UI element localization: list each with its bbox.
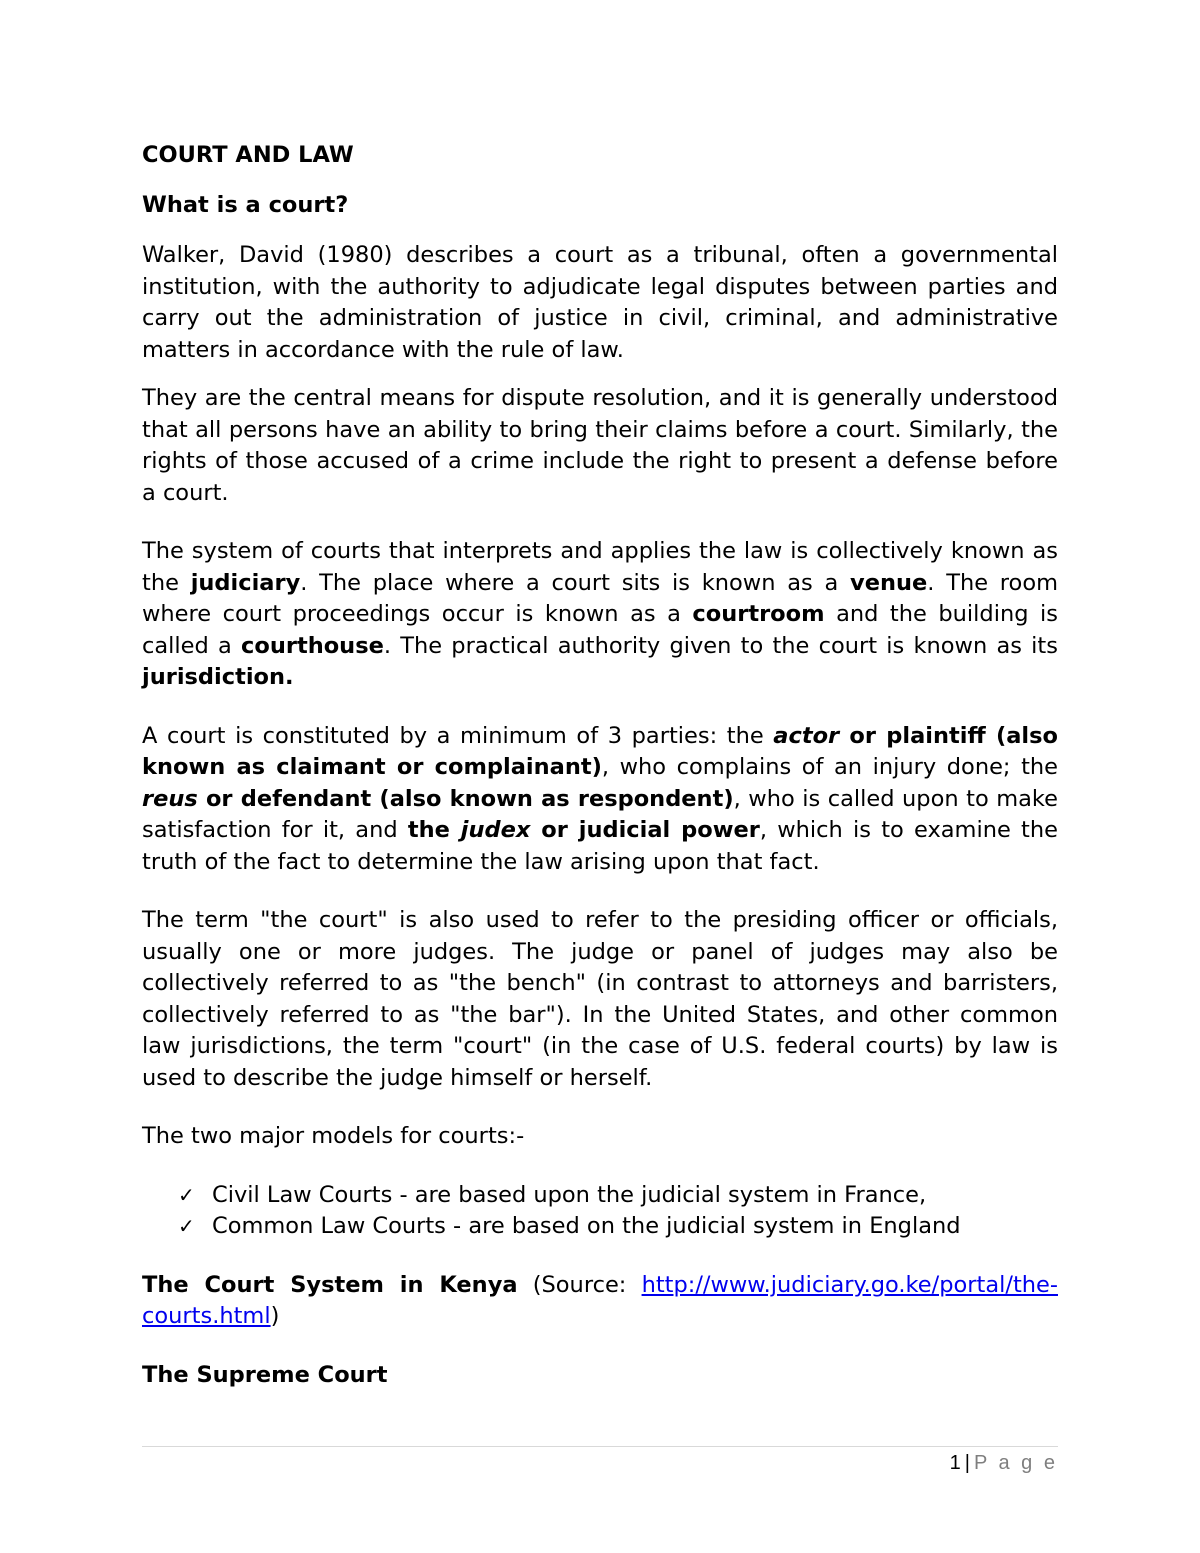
page-label: P a g e xyxy=(973,1452,1058,1474)
text-run: , who complains of an injury done; the xyxy=(601,754,1058,780)
page-number: 1 xyxy=(949,1452,961,1474)
term-defendant: or defendant (also known as respondent) xyxy=(197,785,734,812)
term-the: the xyxy=(407,817,461,843)
text-run: A court is constituted by a minimum of 3 parties: the xyxy=(142,722,774,749)
models-intro: The two major models for courts:- xyxy=(142,1123,525,1149)
paragraph-kenya-courts xyxy=(142,1270,1058,1333)
models-list xyxy=(142,1180,1058,1243)
text-run: . The room where court proceedings occur is known as a xyxy=(142,569,1059,627)
heading-supreme-court: The Supreme Court xyxy=(142,1361,388,1388)
text-run: ) xyxy=(270,1303,280,1329)
text-run: , which is to examine the truth of the fact to determine the law arising upon that fact. xyxy=(142,817,1058,875)
paragraph-dispute-resolution: They are the central means for dispute resolution, and it is generally understood that all persons have an ability to bring their claims before a court. Similarly, the rights of those accused of a crime include the right to present a defense before a court. xyxy=(142,385,1058,506)
term-jurisdiction: jurisdiction. xyxy=(142,664,294,690)
source-link[interactable]: http://www.judiciary.go.ke/portal/the-courts.html xyxy=(142,1271,1058,1329)
term-courthouse: courthouse xyxy=(241,632,384,659)
term-actor: actor xyxy=(773,722,840,749)
term-plaintiff: or plaintiff (also known as claimant or complainant) xyxy=(142,722,1058,780)
text-run: . The place where a court sits is known as a xyxy=(300,569,851,596)
heading-what-is-court: What is a court? xyxy=(142,192,349,218)
document-body xyxy=(142,140,1058,1410)
text-run: . The practical authority given to the court is known as its xyxy=(383,632,1058,659)
text-run: , who is called upon to make satisfaction for it, and xyxy=(142,785,1058,843)
term-courtroom: courtroom xyxy=(692,601,825,627)
text-run: The system of courts that interprets and applies the law is collectively known as the xyxy=(142,538,1058,596)
term-judiciary: judiciary xyxy=(190,569,301,596)
footer-divider xyxy=(142,1446,1058,1447)
term-judicial-power: or judicial power xyxy=(530,817,760,843)
paragraph-judiciary xyxy=(142,536,1058,694)
heading-kenya-court-system: The Court System in Kenya xyxy=(142,1271,518,1298)
document-title: COURT AND LAW xyxy=(142,142,354,168)
page-footer xyxy=(950,1452,1058,1475)
checkmark-icon: ✓ xyxy=(178,1182,195,1207)
term-venue: venue xyxy=(850,569,928,596)
text-run: (Source: xyxy=(517,1271,642,1298)
checkmark-icon: ✓ xyxy=(178,1214,195,1238)
paragraph-parties xyxy=(142,721,1058,879)
paragraph-definition: Walker, David (1980) describes a court as a tribunal, often a governmental institution, with the authority to adjudicate legal disputes between parties and carry out the administration of justice in civil, criminal, and administrative matters in accordance with the rule of law. xyxy=(142,242,1058,363)
list-item-text: Civil Law Courts - are based upon the judicial system in France, xyxy=(212,1181,927,1208)
term-reus: reus xyxy=(142,785,198,812)
paragraph-the-court-term: The term "the court" is also used to refer to the presiding officer or officials, usually one or more judges. The judge or panel of judges may also be collectively referred to as "the bench" (in contrast to attorneys and barristers, collectively referred to as "the bar"). In the United States, and other common law jurisdictions, the term "court" (in the case of U.S. federal courts) by law is used to describe the judge himself or herself. xyxy=(142,907,1058,1091)
list-item xyxy=(142,1180,1058,1212)
list-item-text: Common Law Courts - are based on the judicial system in England xyxy=(212,1213,961,1239)
term-judex: judex xyxy=(460,817,531,843)
footer-separator: | xyxy=(964,1452,970,1474)
text-run: and the building is called a xyxy=(142,601,1058,659)
list-item xyxy=(142,1211,1058,1243)
